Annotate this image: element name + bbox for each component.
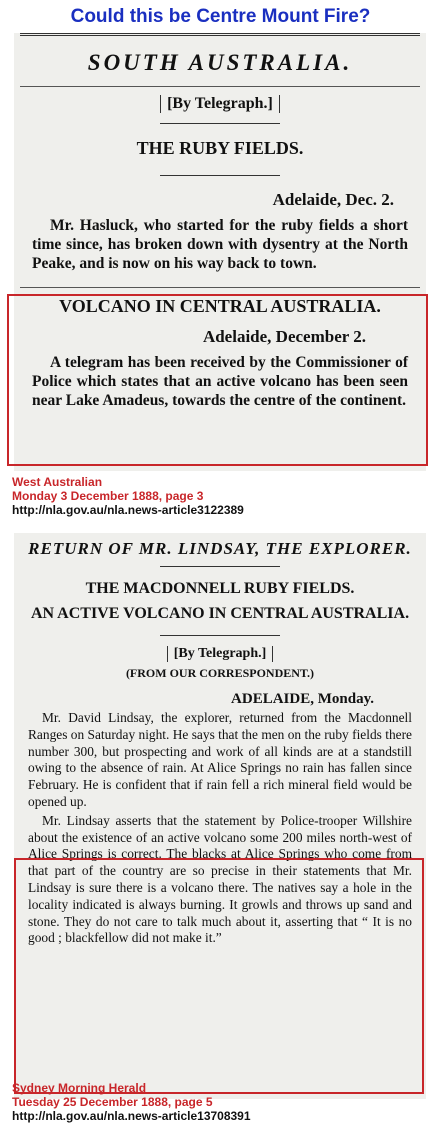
caption-smh bbox=[12, 1081, 251, 1123]
short-rule bbox=[160, 175, 280, 176]
correspondent-label: (FROM OUR CORRESPONDENT.) bbox=[125, 666, 315, 680]
body-paragraph-2: Mr. Lindsay asserts that the statement by Police-trooper Willshire about the existence of an active volcano some 200 miles north-west of Alice Springs is correct. The blacks at Alice Springs who come from that part of the country are so precise in their statements that Mr. Lindsay is sure there is a volcano there. The natives say a hole in the locality indicated is always burning. It growls and throws up sand and stone. They do not care to talk much about it, asserting that “ It is no good ; blackfellow did not make it.” bbox=[28, 812, 412, 946]
highlight-box-lindsay bbox=[14, 858, 424, 1094]
highlight-box-volcano bbox=[7, 294, 428, 466]
volcano-body: A telegram has been received by the Commissioner of Police which states that an active volcano has been seen near Lake Amadeus, towards the centre of the continent. bbox=[32, 354, 408, 409]
dateline: ADELAIDE, Monday. bbox=[231, 691, 374, 707]
volcano-dateline: Adelaide, December 2. bbox=[202, 327, 366, 346]
ruby-fields-headline: THE RUBY FIELDS. bbox=[136, 138, 304, 158]
caption-source: Sydney Morning Herald bbox=[12, 1081, 147, 1095]
short-rule bbox=[160, 566, 280, 567]
volcano-headline: VOLCANO IN CENTRAL AUSTRALIA. bbox=[59, 296, 381, 316]
body-paragraph-1: Mr. David Lindsay, the explorer, returned from the Macdonnell Ranges on Saturday night. He says that the men on the ruby fields there number 300, but prospecting and work of all kinds are at a standstill owing to the absence of rain. At Alice Springs no rain has fallen since February. He is confident that if rain fell a rich mineral field would be opened up. bbox=[28, 710, 412, 809]
article-title: RETURN OF MR. LINDSAY, THE EXPLORER. bbox=[28, 539, 412, 558]
subhead-ruby-fields: THE MACDONNELL RUBY FIELDS. bbox=[85, 580, 355, 597]
caption-link[interactable]: http://nla.gov.au/nla.news-article3122389 bbox=[12, 503, 244, 517]
telegraph-label: [By Telegraph.] bbox=[14, 87, 426, 117]
ruby-fields-body: Mr. Hasluck, who started for the ruby fields a short time since, has broken down with dysentry at the North Peake, and is now on his way back to town. bbox=[32, 217, 408, 272]
telegraph-label: [By Telegraph.] bbox=[14, 642, 426, 662]
subhead-active-volcano: AN ACTIVE VOLCANO IN CENTRAL AUSTRALIA. bbox=[30, 605, 410, 622]
caption-link[interactable]: http://nla.gov.au/nla.news-article13708391 bbox=[12, 1109, 251, 1123]
short-rule bbox=[160, 635, 280, 636]
page-title: Could this be Centre Mount Fire? bbox=[70, 6, 371, 27]
short-rule bbox=[160, 123, 280, 124]
caption-source: West Australian bbox=[12, 475, 103, 489]
caption-date: Monday 3 December 1888, page 3 bbox=[12, 489, 204, 503]
ruby-dateline: Adelaide, Dec. 2. bbox=[272, 190, 394, 209]
caption-date: Tuesday 25 December 1888, page 5 bbox=[12, 1095, 213, 1109]
masthead: SOUTH AUSTRALIA. bbox=[87, 50, 353, 75]
caption-west-australian bbox=[12, 475, 244, 517]
